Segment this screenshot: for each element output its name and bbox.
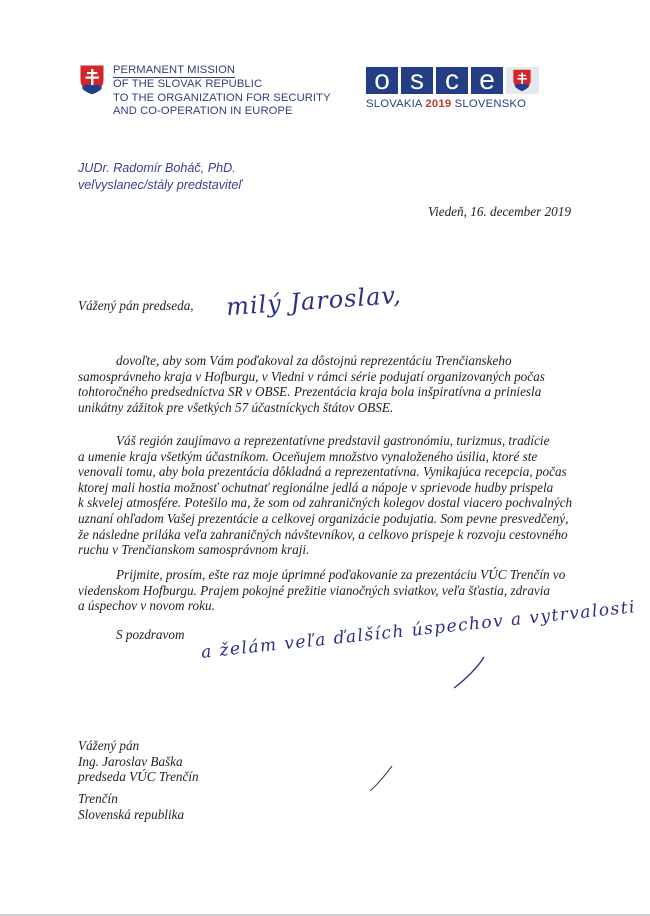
signature-stroke xyxy=(450,655,490,691)
text-line: tohtoročného predsedníctva SR v OBSE. Prezentácia kraja bola inšpiratívna a priniesla xyxy=(78,384,542,400)
osce-sub-year: 2019 xyxy=(425,98,452,110)
mission-line: AND CO-OPERATION IN EUROPE xyxy=(113,105,293,118)
signature-stroke xyxy=(366,764,396,794)
recipient-line: Vážený pán xyxy=(78,738,140,753)
osce-sub-left: SLOVAKIA xyxy=(366,98,423,110)
text-line: ktorej mali hostia možnosť ochutnať regionálne jedlá a nápoje v sprievode hudby prispela xyxy=(78,479,554,495)
recipient-line: Ing. Jaroslav Baška xyxy=(78,753,183,769)
text-line: samosprávneho kraja v Hofburgu, v Viedni v rámci série podujatí organizovaných počas xyxy=(78,368,545,384)
osce-letter: c xyxy=(436,67,468,94)
sender-block xyxy=(78,160,242,194)
paragraph-2 xyxy=(78,433,574,558)
text-line: Váš región zaujímavo a reprezentatívne predstavil gastronómiu, turizmus, tradície xyxy=(116,433,550,448)
closing: S pozdravom xyxy=(116,627,185,642)
text-line: že následne priláka veľa zahraničných návštevníkov, a celkovo prispeje k rozvoju cestovného xyxy=(78,526,568,542)
recipient-city: Trenčín xyxy=(78,791,118,806)
osce-letter: o xyxy=(366,67,398,94)
text-line: a úspechov v novom roku. xyxy=(78,598,215,614)
mission-line: TO THE ORGANIZATION FOR SECURITY xyxy=(113,91,331,104)
paragraph-1 xyxy=(78,353,574,415)
salutation: Vážený pán predseda, xyxy=(78,298,194,313)
text-line: viedenskom Hofburgu. Prajem pokojné prežitie vianočných sviatkov, veľa šťastia, zdravia xyxy=(78,582,551,598)
osce-letter: e xyxy=(471,67,503,94)
recipient-country: Slovenská republika xyxy=(78,806,185,822)
text-line: unikátny zážitok pre všetkých 57 účastníckych štátov OBSE. xyxy=(78,399,394,415)
handwritten-closing: a želám veľa ďalších úspechov a vytrvalosti xyxy=(200,597,637,663)
sender-name: JUDr. Radomír Boháč, PhD. xyxy=(78,161,236,175)
mission-line: PERMANENT MISSION xyxy=(113,64,235,78)
paragraph-3 xyxy=(78,567,574,614)
sender-title: veľvyslanec/stály predstaviteľ xyxy=(78,178,242,192)
osce-sub-right: SLOVENSKO xyxy=(454,98,527,110)
text-line: Prijmite, prosím, ešte raz moje úprimné poďakovanie za prezentáciu VÚC Trenčín vo xyxy=(116,567,566,582)
text-line: dovoľte, aby som Vám poďakoval za dôstojnú reprezentáciu Trenčianskeho xyxy=(116,353,512,368)
text-line: uznaní ohľadom Vašej prezentácie a celkovej organizácie podujatia. Som pevne presvedčený, xyxy=(78,510,569,526)
recipient-line: predseda VÚC Trenčín xyxy=(78,769,199,785)
osce-letter: s xyxy=(401,67,433,94)
letter-date: Viedeň, 16. december 2019 xyxy=(428,204,571,219)
text-line: k skvelej atmosfére. Potešilo ma, že som od zahraničných kolegov dostal viacero pochvalných xyxy=(78,495,573,511)
osce-subtitle xyxy=(366,98,539,110)
text-line: ruchu v Trenčianskom samosprávnom kraji. xyxy=(78,542,310,558)
text-line: venovali tomu, aby bola prezentácia dôkladná a reprezentatívna. Vynikajúca recepcia, počas xyxy=(78,464,567,480)
osce-logo xyxy=(366,67,539,110)
handwritten-salutation: milý Jaroslav, xyxy=(225,280,403,322)
text-line: a umenie kraja všetkým účastníkom. Oceňujem množstvo vynaloženého úsilia, ktoré ste xyxy=(78,448,538,464)
slovak-coat-of-arms-icon xyxy=(79,64,105,96)
mission-heading xyxy=(113,64,331,119)
osce-coat-of-arms-icon xyxy=(506,67,539,94)
recipient-block xyxy=(78,738,199,785)
mission-line: OF THE SLOVAK REPUBLIC xyxy=(113,78,263,91)
recipient-city-block xyxy=(78,791,184,822)
